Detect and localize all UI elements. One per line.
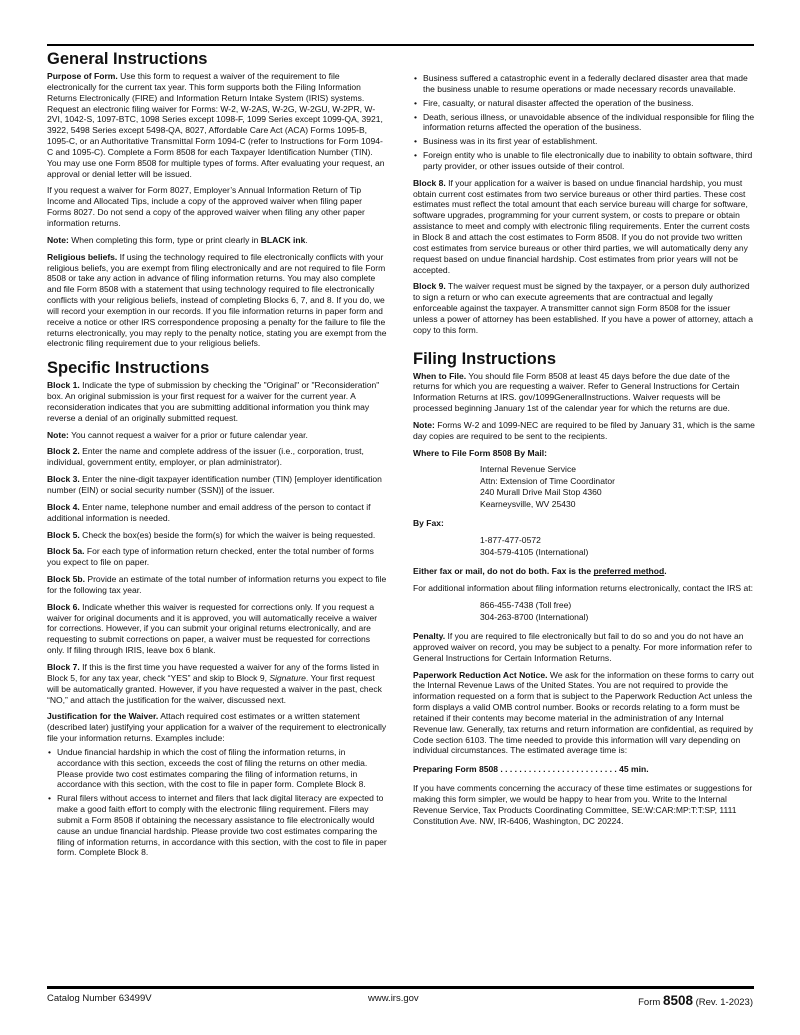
- top-rule: [47, 44, 754, 46]
- hardship-list: [413, 73, 757, 172]
- mailing-address: [480, 464, 757, 510]
- justification-list: [47, 747, 387, 858]
- right-column: [413, 73, 757, 833]
- block-2-paragraph: Block 2. Enter the name and complete address of the issuer (i.e., corporation, trust, individual, government entity, employer, or plan administrator).: [47, 446, 364, 468]
- block-1-paragraph: Block 1. Indicate the type of submission by checking the "Original" or "Reconsideration" box. An original submission is your first request for a waiver for the current year. A reconsideration indicates that you are submitting additional information you think may reverse a denial of an originally submitted request.: [47, 380, 380, 423]
- by-fax-label: By Fax:: [413, 518, 444, 529]
- phone-number: 304-263-8700 (International): [480, 611, 589, 622]
- block-4-paragraph: Block 4. Enter name, telephone number and email address of the person to contact if additional information is needed.: [47, 501, 371, 523]
- address-line: Kearneysville, WV 25430: [480, 498, 576, 509]
- general-instructions-heading: General Instructions: [47, 50, 208, 68]
- address-line: 240 Murall Drive Mail Stop 4360: [480, 487, 602, 498]
- fax-number: 1-877-477-0572: [480, 535, 541, 546]
- irs-phone-numbers: [480, 600, 757, 623]
- comments-paragraph: If you have comments concerning the accuracy of these time estimates or suggestions for making this form simpler, we would be happy to hear from you. Write to the Internal Revenue Service, Tax Products Coordinating Committee, SE:W:CAR:MP:T:T:SP, 1111 Constitution Ave. NW, IR-6406, Washington, DC 20224.: [413, 783, 753, 826]
- list-item: • Business was in its first year of establishment.: [413, 136, 757, 147]
- list-item: • Foreign entity who is unable to file electronically due to inability to obtain software, third party provider, or other issues outside of their control.: [413, 150, 757, 172]
- phone-number: 866-455-7438 (Toll free): [480, 600, 572, 610]
- irs-website: www.irs.gov: [368, 993, 419, 1004]
- filing-note-paragraph: Note: Forms W-2 and 1099-NEC are required to be filed by January 31, which is the same day copies are required to be sent to the recipients.: [413, 419, 755, 441]
- paperwork-reduction-paragraph: Paperwork Reduction Act Notice. We ask for the information on these forms to carry out the Internal Revenue Laws of the United States. You are not required to provide the information requested on a form that is subject to the Paperwork Reduction Act unless the form displays a valid OMB control number. Books or records relating to a form must be retained if their contents may become material in the administration of any Internal Revenue law. Generally, tax returns and return information are confidential, as required by Code section 6103. The time needed to provide this information will vary depending on individual circumstances. The estimated average time is:: [413, 669, 754, 756]
- penalty-paragraph: Penalty. If you are required to file electronically but fail to do so and you do not have an approved waiver on record, you may be subject to a penalty. For more information refer to General Instructions for Certain Information Returns.: [413, 631, 753, 663]
- block-3-paragraph: Block 3. Enter the nine-digit taxpayer identification number (TIN) [employer identification number (EIN) or social security number (SSN)] of the issuer.: [47, 474, 382, 495]
- block-8-paragraph: Block 8. If your application for a waiver is based on undue financial hardship, you must obtain current cost estimates from two service bureaus or other third parties. These cost estimates must reflect the total amount that each service bureau will charge for software, software upgrades, programming for your current system, or costs to prepare or obtain assistance to meet and comply with electronic filing requirements. Enter the current costs in Block 8 and attach the cost estimates to Form 8508. If you do not provide two written cost estimates from service bureaus or other third parties, we will automatically deny any request based on undue financial hardship. Cost estimates from prior years will not be accepted.: [413, 177, 750, 275]
- filing-instructions-heading: Filing Instructions: [413, 349, 556, 368]
- list-item: • Business suffered a catastrophic event in a federally declared disaster area that made the business unable to resume operations or made necessary records unavailable.: [413, 73, 757, 95]
- list-item: • Death, serious illness, or unavoidable absence of the individual responsible for filing the information returns affected the operation of the business.: [413, 112, 757, 134]
- note-paragraph: Note: When completing this form, type or print clearly in BLACK ink.: [47, 234, 308, 245]
- block-5a-paragraph: Block 5a. For each type of information return checked, enter the total number of forms you expect to file on paper.: [47, 546, 374, 568]
- address-line: Internal Revenue Service: [480, 464, 576, 475]
- fax-number: 304-579-4105 (International): [480, 546, 589, 557]
- form-identifier: Form 8508 (Rev. 1-2023): [638, 993, 753, 1008]
- bottom-rule: [47, 986, 754, 989]
- fax-numbers: [480, 535, 757, 558]
- block-6-paragraph: Block 6. Indicate whether this waiver is requested for corrections only. If you request a waiver for original documents and it is approved, you will automatically receive a waiver for corrections. However, if you can submit your original returns electronically, and are requesting to submit corrections on paper, a waiver must be requested for corrections only. If filing through IRIS, leave box 6 blank.: [47, 601, 378, 656]
- where-to-file-label: Where to File Form 8508 By Mail:: [413, 447, 547, 458]
- form-8027-paragraph: If you request a waiver for Form 8027, Employer’s Annual Information Return of Tip Income and Allocated Tips, include a copy of the approved waiver when filing paper Forms 8027. Do not send a copy of the approved waiver when filing any other paper information returns.: [47, 185, 365, 228]
- additional-info-paragraph: For additional information about filing information returns electronically, contact the IRS at:: [413, 583, 753, 594]
- religious-beliefs-paragraph: Religious beliefs. If using the technology required to file electronically conflicts with your religious beliefs, you are exempt from filing electronically and are not required to file Form 8508 or take any action in advance of filing information returns. You may also complete and file Form 8508 with a statement that using technology required to file electronically conflicts with your religious beliefs, instead of completing Blocks 6, 7, and 8. If you do, we will record your exemption in our records. If you file information returns in paper form and receive a notice or other IRS correspondence proposing a penalty for the failure to file the returns electronically, you may reply to the penalty notice, stating you are exempt from the electronic filing requirement due to your religious beliefs.: [47, 251, 387, 349]
- note-prior-year-paragraph: Note: You cannot request a waiver for a prior or future calendar year.: [47, 429, 308, 440]
- left-column: [47, 50, 387, 864]
- fax-or-mail-notice: Either fax or mail, do not do both. Fax is the preferred method.: [413, 566, 667, 577]
- when-to-file-paragraph: When to File. You should file Form 8508 at least 45 days before the due date of the returns for which you are requesting a waiver. Refer to General Instructions for Certain Information Returns at IRS. gov/1099GeneralInstructions. Waiver requests will be processed beginning January 1st of the calendar year for which the returns are due.: [413, 370, 740, 414]
- list-item: • Fire, casualty, or natural disaster affected the operation of the business.: [413, 98, 757, 109]
- specific-instructions-heading: Specific Instructions: [47, 359, 210, 378]
- block-9-paragraph: Block 9. The waiver request must be signed by the taxpayer, or a person duly authorized to sign a return or who can execute agreements that are contractual and legally enforceable against the taxpayer. A transmitter cannot sign Form 8508 for the issuer unless a power of attorney has been established. If you have a power of attorney, attach a copy to this form.: [413, 281, 754, 335]
- block-7-paragraph: Block 7. If this is the first time you have requested a waiver for any of the forms listed in Block 5, for any tax year, check “YES” and skip to Block 9, Signature. Your first request will be automatically granted. However, if you have requested a waiver in the past, check “NO,” and attach the justification for the waiver, discussed next.: [47, 661, 382, 705]
- form-number: 8508: [662, 993, 693, 1008]
- purpose-paragraph: Purpose of Form. Use this form to request a waiver of the requirement to file electronically for the current tax year. This form supports both the Filing Information Returns Electronically (FIRE) and Information Return Intake System (IRIS) systems. Request an electronic filing waiver for Forms: W-2, W-2AS, W-2G, W-2GU, W-2PR, W-2VI, 1042-S, 1097-BTC, 1098 Series except 1098-F, 1099 Series except 1099-QA, 3921, 3922, 5498 Series except 5498-QA, 8027, Affordable Care Act (ACA) Forms 1095-B, 1095-C, or an Authoritative Transmittal Form 1094-C (refer to Instructions for Form 1094-C and 1095-C). Complete a Form 8508 for each Taxpayer Identification Number (TIN). You may use one Form 8508 for multiple types of forms. After evaluating your request, an approval or denial letter will be issued.: [47, 71, 385, 179]
- block-5-paragraph: Block 5. Check the box(es) beside the form(s) for which the waiver is being requested.: [47, 529, 376, 540]
- block-5b-paragraph: Block 5b. Provide an estimate of the total number of information returns you expect to file for the following tax year.: [47, 574, 387, 595]
- preparing-time-estimate: Preparing Form 8508 . . . . . . . . . . . . . . . . . . . . . . . . . 45 min.: [413, 764, 649, 775]
- address-line: Attn: Extension of Time Coordinator: [480, 475, 615, 486]
- catalog-number: Catalog Number 63499V: [47, 993, 152, 1004]
- list-item: • Undue financial hardship in which the cost of filing the information returns, in accordance with this section, exceeds the cost of filing the returns on other media. Please provide two cost estimates comparing the filing of information returns, in accordance with this section, with the cost to file in paper form. Complete Block 8.: [47, 747, 387, 790]
- justification-paragraph: Justification for the Waiver. Attach required cost estimates or a written statement (described later) justifying your application for a waiver of the requirement to electronically file your information returns. Examples include:: [47, 711, 387, 744]
- list-item: • Rural filers without access to internet and filers that lack digital literacy are expected to make a good faith effort to comply with the electronic filing requirement. Filers may submit a Form 8508 if obtaining the necessary assistance to file electronically would cause an undue financial hardship. Please provide two cost estimates comparing the filing of information returns, in accordance with this section, with the cost to file in paper form. Complete Block 8.: [47, 793, 387, 858]
